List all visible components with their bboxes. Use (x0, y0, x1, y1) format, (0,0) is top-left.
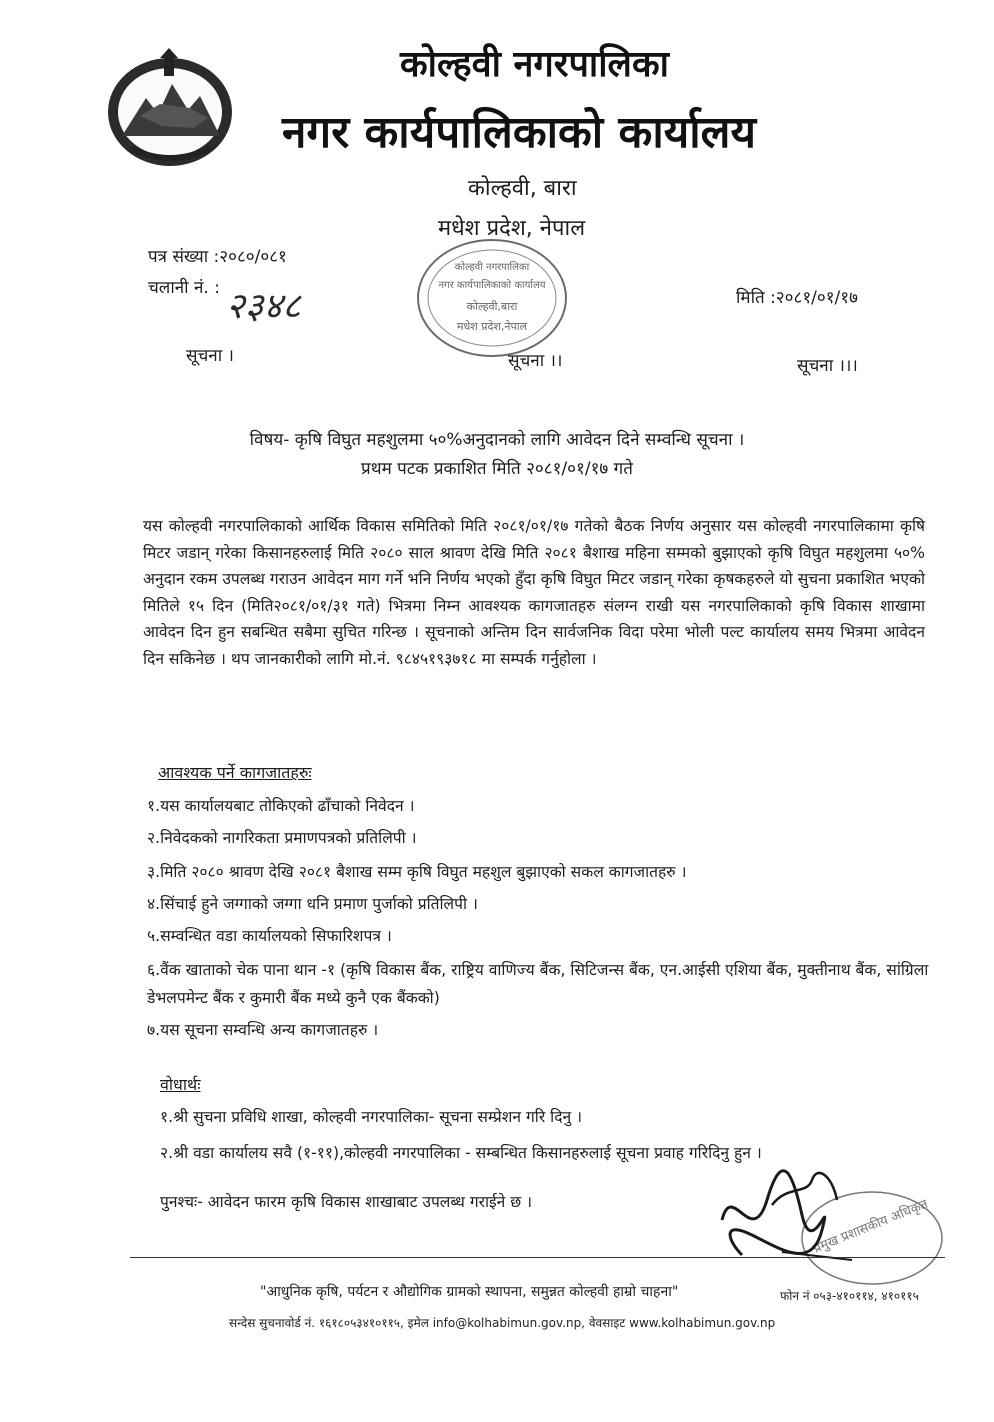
published-date-line: प्रथम पटक प्रकाशित मिति २०८१/०१/१७ गते (361, 459, 633, 479)
svg-text:कोल्हवी,बारा: कोल्हवी,बारा (466, 300, 518, 313)
document-item: ५.सम्वन्धित वडा कार्यालयको सिफारिशपत्र । (147, 927, 392, 945)
punascha-note: पुनश्चः- आवेदन फारम कृषि विकास शाखाबाट उपलब्ध गराईने छ । (160, 1193, 533, 1211)
letter-date: मिति :२०८१/०१/१७ (736, 288, 858, 308)
svg-text:मधेश प्रदेश,नेपाल: मधेश प्रदेश,नेपाल (456, 320, 528, 333)
footer-slogan: "आधुनिक कृषि, पर्यटन र औद्योगिक ग्रामको स्थापना, समुन्नत कोल्हवी हाम्रो चाहना" (260, 1284, 679, 1300)
notice-center: सूचना ।। (508, 351, 563, 371)
bodharth-item: २.श्री वडा कार्यालय सवै (१-११),कोल्हवी नगरपालिका - सम्बन्धित किसानहरुलाई सूचना प्रवाह गरिदिनु हुन । (160, 1144, 762, 1162)
address-line-2: मधेश प्रदेश, नेपाल (438, 216, 586, 241)
footer-contact: सन्देस सुचनावोर्ड नं. १६१८०५३४१०११५, इमेल info@kolhabimun.gov.np, वेवसाइट www.kolhabimun.gov.np (229, 1316, 776, 1330)
office-stamp-icon (412, 232, 572, 362)
footer-phone: फोन नं ०५३-४१०११४, ४१०११५ (780, 1289, 919, 1303)
patra-sankhya: पत्र संख्या :२०८०/०८१ (148, 247, 287, 267)
bodharth-item: १.श्री सुचना प्रविधि शाखा, कोल्हवी नगरपालिका- सूचना सम्प्रेशन गरि दिनु । (160, 1108, 583, 1126)
svg-text:नगर कार्यपालिकाको कार्यालय: नगर कार्यपालिकाको कार्यालय (438, 280, 546, 291)
notice-left: सूचना । (186, 346, 234, 366)
document-item: २.निवेदकको नागरिकता प्रमाणपत्रको प्रतिलिपी । (147, 829, 417, 847)
subject-line: विषय- कृषि विघुत महशुलमा ५०%अनुदानको लागि आवेदन दिने सम्वन्धि सूचना । (249, 430, 745, 450)
documents-heading: आवश्यक पर्ने कागजातहरुः (158, 763, 312, 782)
document-item: ६.वैंक खाताको चेक पाना थान -१ (कृषि विकास बैंक, राष्ट्रिय वाणिज्य बैंक, सिटिजन्स बैंक, एन.आईसी एशिया बैंक, मुक्तीनाथ बैंक, सांग्रिला डेभलपमेन्ट बैंक र कुमारी बैंक मध्ये कुनै एक बैंकको) (147, 961, 929, 1007)
nepal-emblem-icon (100, 44, 240, 174)
document-item: ४.सिंचाई हुने जग्गाको जग्गा धनि प्रमाण पुर्जाको प्रतिलिपी । (147, 895, 478, 913)
notice-body (143, 513, 925, 672)
office-name: नगर कार्यपालिकाको कार्यालय (282, 107, 756, 158)
document-item: ७.यस सूचना सम्वन्धि अन्य कागजातहरु । (147, 1021, 379, 1039)
svg-text:कोल्हवी नगरपालिका: कोल्हवी नगरपालिका (454, 262, 530, 273)
notice-right: सूचना ।।। (797, 356, 858, 376)
body-paragraph: यस कोल्हवी नगरपालिकाको आर्थिक विकास समितिको मिति २०८१/०१/१७ गतेको बैठक निर्णय अनुसार यस कोल्हवी नगरपालिकामा कृषि मिटर जडान् गरेका किसानहरुलाई मिति २०८० साल श्रावण देखि मिति २०८१ बैशाख महिना सम्मको बुझाएको कृषि विघुत महशुलमा ५०% अनुदान रकम उपलब्ध गराउन आवेदन माग गर्ने भनि निर्णय भएको हुँदा कृषि विघुत मिटर जडान् गरेका कृषकहरुले यो सुचना प्रकाशित भएको मितिले १५ दिन (मिति२०८१/०१/३१ गते) भित्रमा निम्न आवश्यक कागजातहरु संलग्न राखी यस नगरपालिकाको कृषि विकास शाखामा आवेदन दिन हुन सबन्धित सबैमा सुचित गरिन्छ । सूचनाको अन्तिम दिन सार्वजनिक विदा परेमा भोली पल्ट कार्यालय समय भित्रमा आवेदन दिन सकिनेछ । थप जानकारीको लागि मो.नं. ९८४५१९३७१८ मा सम्पर्क गर्नुहोला । (143, 517, 925, 668)
footer-divider (130, 1257, 945, 1258)
bodharth-heading: वोधार्थः (160, 1075, 201, 1094)
svg-text:प्रमुख प्रशासकीय अधिकृत: प्रमुख प्रशासकीय अधिकृत (811, 1196, 931, 1257)
chalani-label: चलानी नं. : (148, 278, 220, 298)
chalani-number: २३४८ (226, 286, 301, 327)
municipality-name: कोल्हवी नगरपालिका (400, 44, 669, 85)
signature-stamp-icon (712, 1160, 952, 1290)
document-item: ३.मिति २०८० श्रावण देखि २०८१ बैशाख सम्म कृषि विघुत महशुल बुझाएको सकल कागजातहरु । (147, 863, 687, 881)
document-item: १.यस कार्यालयबाट तोकिएको ढाँचाको निवेदन । (147, 797, 415, 815)
address-line-1: कोल्हवी, बारा (468, 176, 577, 201)
